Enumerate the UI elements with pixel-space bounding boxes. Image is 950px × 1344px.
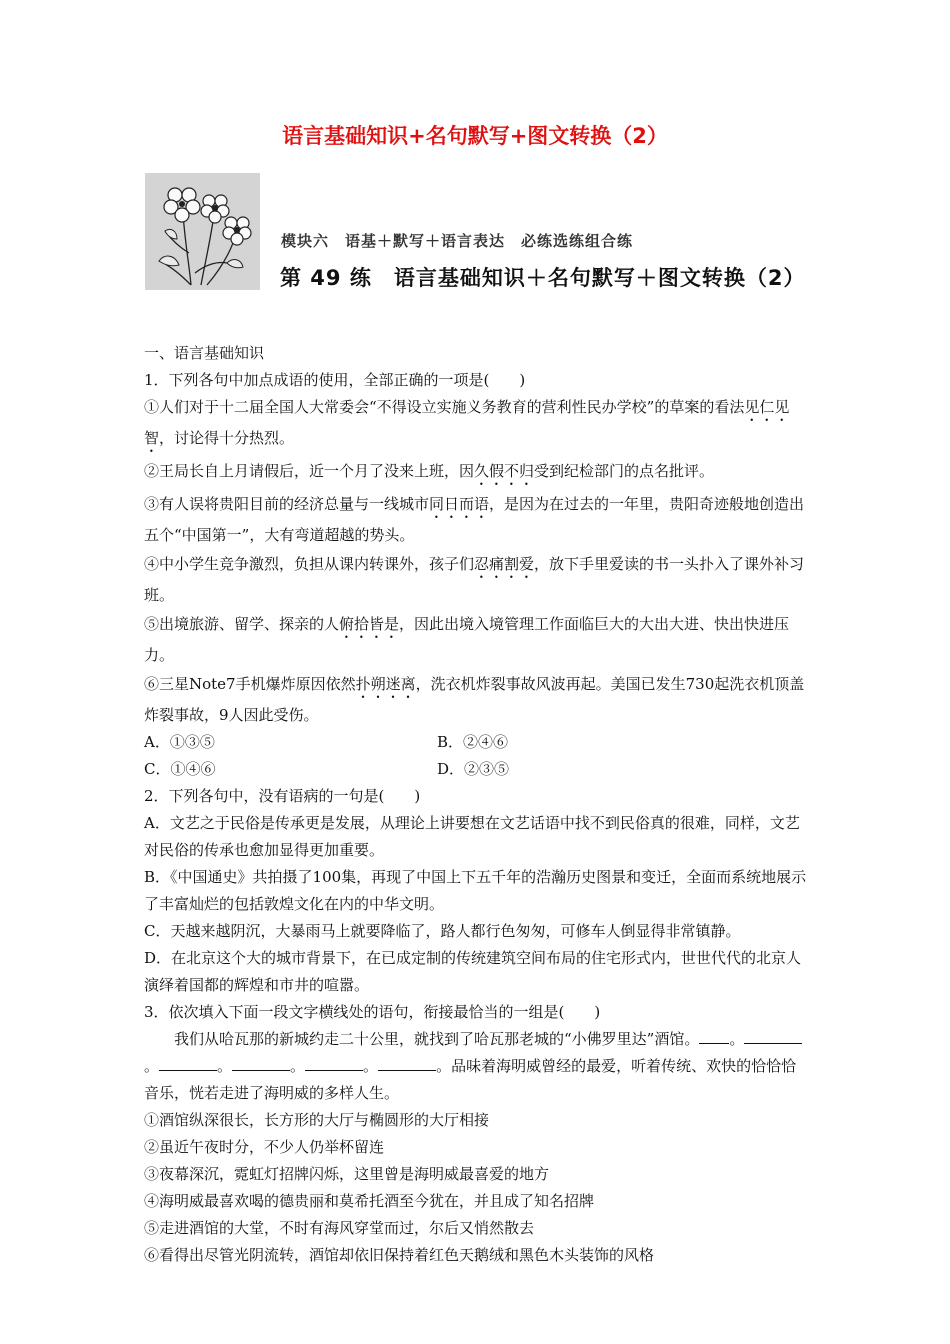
question-2-option-d[interactable]: D．在北京这个大的城市背景下，在已成定制的传统建筑空间布局的住宅形式内，世世代代的北京人演绎着国都的辉煌和市井的喧嚣。 xyxy=(144,949,802,994)
question-1-item: ①人们对于十二届全国人大常委会“不得设立实施义务教育的营利性民办学校”的草案的看法见仁见智，讨论得十分热烈。 xyxy=(144,398,790,447)
fill-blank[interactable] xyxy=(305,1056,363,1071)
flower-illustration xyxy=(145,173,260,290)
question-3-sentence: ②虽近午夜时分，不少人仍举杯留连 xyxy=(144,1138,385,1156)
question-3-sentence: ④海明威最喜欢喝的德贵丽和莫希托酒至今犹在，并且成了知名招牌 xyxy=(144,1192,595,1210)
flower-icon xyxy=(145,173,260,290)
blank-separator: 。 xyxy=(290,1057,306,1075)
question-1-item: ④中小学生竞争激烈，负担从课内转课外，孩子们忍痛割爱，放下手里爱读的书一头扑入了课外补习班。 xyxy=(144,555,805,604)
fill-blank[interactable] xyxy=(159,1056,217,1071)
question-1-item: ②王局长自上月请假后，近一个月了没来上班，因久假不归受到纪检部门的点名批评。 xyxy=(144,462,715,480)
question-3-sentence: ⑥看得出尽管光阴流转，酒馆却依旧保持着红色天鹅绒和黑色木头装饰的风格 xyxy=(144,1246,655,1264)
emphasized-idiom: 扑朔迷离 xyxy=(355,675,416,693)
fill-blank[interactable] xyxy=(699,1029,729,1044)
question-1-item: ⑥三星Note7手机爆炸原因依然扑朔迷离，洗衣机炸裂事故风波再起。美国已发生730起洗衣机顶盖炸裂事故，9人因此受伤。 xyxy=(144,675,805,724)
option-c[interactable]: C．①④⑥ xyxy=(144,760,216,778)
emphasized-idiom: 俯拾皆是 xyxy=(339,615,400,633)
question-1-item: ⑤出境旅游、留学、探亲的人俯拾皆是，因此出境入境管理工作面临巨大的大出大进、快出快进压力。 xyxy=(144,615,790,664)
question-3-sentence: ③夜幕深沉，霓虹灯招牌闪烁，这里曾是海明威最喜爱的地方 xyxy=(144,1165,550,1183)
document-title: 语言基础知识+名句默写+图文转换（2） xyxy=(282,124,668,148)
question-1-options-row xyxy=(144,729,809,756)
emphasized-idiom: 忍痛割爱 xyxy=(474,555,535,573)
blank-separator: 。 xyxy=(363,1057,379,1075)
blank-separator: 。 xyxy=(144,1057,160,1075)
question-2-option-b[interactable]: B．《中国通史》共拍摄了100集，再现了中国上下五千年的浩瀚历史图景和变迁，全面而系统地展示了丰富灿烂的包括敦煌文化在内的中华文明。 xyxy=(144,868,807,913)
question-1-options-row xyxy=(144,756,809,783)
section-heading: 一、语言基础知识 xyxy=(144,344,265,362)
option-b[interactable]: B．②④⑥ xyxy=(437,733,509,751)
question-3-stem: 3．依次填入下面一段文字横线处的语句，衔接最恰当的一组是( ) xyxy=(144,1003,601,1021)
option-a[interactable]: A．①③⑤ xyxy=(144,733,215,751)
exercise-heading: 第 49 练 语言基础知识＋名句默写＋图文转换（2） xyxy=(280,266,806,290)
question-1-stem: 1．下列各句中加点成语的使用，全部正确的一项是( ) xyxy=(144,371,526,389)
fill-blank[interactable] xyxy=(744,1029,802,1044)
question-1-item: ③有人误将贵阳目前的经济总量与一线城市同日而语，是因为在过去的一年里，贵阳奇迹般地创造出五个“中国第一”，大有弯道超越的势头。 xyxy=(144,495,805,544)
fill-blank[interactable] xyxy=(232,1056,290,1071)
document-body xyxy=(144,340,809,1269)
question-3-sentence: ①酒馆纵深很长，长方形的大厅与椭圆形的大厅相接 xyxy=(144,1111,490,1129)
fill-blank[interactable] xyxy=(378,1056,436,1071)
question-2-option-a[interactable]: A．文艺之于民俗是传承更是发展，从理论上讲要想在文艺话语中找不到民俗真的很难，同样，文艺对民俗的传承也愈加显得更加重要。 xyxy=(144,814,800,859)
question-3-passage: 我们从哈瓦那的新城约走二十公里，就找到了哈瓦那老城的“小佛罗里达”酒馆。 。。 。 。 。 。品味着海明威曾经的最爱，听着传统、欢快的恰恰恰音乐，恍若走进了海明威的多样人生。 xyxy=(144,1026,809,1107)
blank-separator: 。 xyxy=(729,1030,745,1048)
question-2-option-c[interactable]: C．天越来越阴沉，大暴雨马上就要降临了，路人都行色匆匆，可修车人倒显得非常镇静。 xyxy=(144,922,741,940)
question-3-sentence: ⑤走进酒馆的大堂，不时有海风穿堂而过，尔后又悄然散去 xyxy=(144,1219,535,1237)
module-label: 模块六 语基＋默写＋语言表达 必练选练组合练 xyxy=(281,232,634,250)
option-d[interactable]: D．②③⑤ xyxy=(437,760,510,778)
question-2-stem: 2．下列各句中，没有语病的一句是( ) xyxy=(144,787,421,805)
emphasized-idiom: 久假不归 xyxy=(474,462,535,480)
emphasized-idiom: 同日而语 xyxy=(429,495,490,513)
blank-separator: 。 xyxy=(217,1057,233,1075)
emphasized-idiom: 见仁见智 xyxy=(144,398,790,447)
